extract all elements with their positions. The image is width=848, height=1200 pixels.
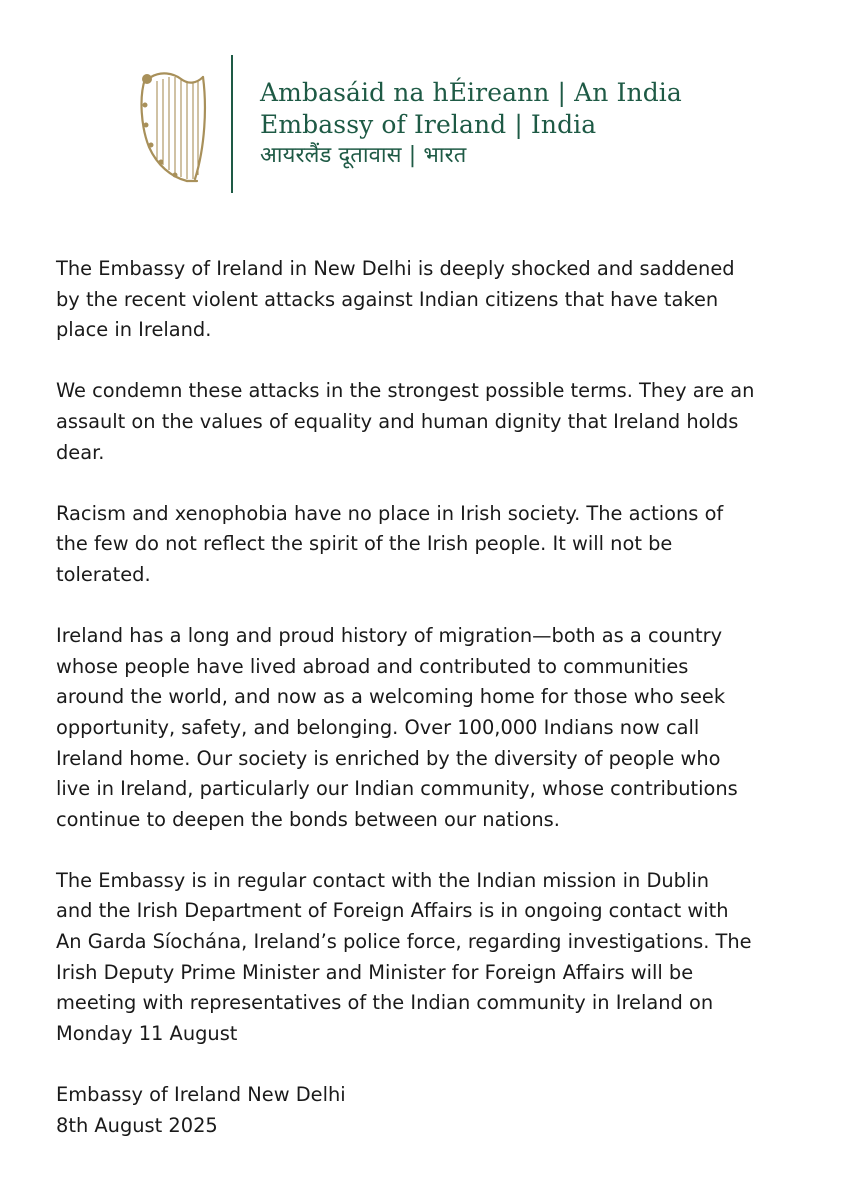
letterhead-text (260, 77, 682, 171)
text-line: Ireland has a long and proud history of migration—both as a country (56, 624, 723, 648)
letterhead-divider (231, 55, 233, 193)
letterhead-hindi: आयरलैंड दूतावास | भारत (260, 143, 467, 168)
text-line: The Embassy is in regular contact with the Indian mission in Dublin (56, 868, 710, 892)
text-line: whose people have lived abroad and contributed to communities (56, 654, 689, 678)
text-line: place in Ireland. (56, 318, 212, 342)
text-line: Racism and xenophobia have no place in Irish society. The actions of (56, 501, 724, 525)
signature-block (56, 1080, 816, 1141)
signature-name: Embassy of Ireland New Delhi (56, 1083, 346, 1107)
text-line: the few do not reflect the spirit of the Irish people. It will not be (56, 532, 673, 556)
text-line: continue to deepen the bonds between our nations. (56, 807, 560, 831)
text-line: opportunity, safety, and belonging. Over 100,000 Indians now call (56, 715, 700, 739)
statement-body (56, 254, 816, 1141)
text-line: meeting with representatives of the Indian community in Ireland on (56, 991, 714, 1015)
text-line: and the Irish Department of Foreign Affairs is in ongoing contact with (56, 899, 729, 923)
harp-icon (135, 67, 211, 185)
text-line: The Embassy of Ireland in New Delhi is deeply shocked and saddened (56, 257, 735, 280)
paragraph-5 (56, 866, 816, 1050)
text-line: Ireland home. Our society is enriched by the diversity of people who (56, 746, 721, 770)
text-line: assault on the values of equality and human dignity that Ireland holds (56, 409, 739, 433)
text-line: live in Ireland, particularly our Indian community, whose contributions (56, 777, 738, 801)
text-line: by the recent violent attacks against Indian citizens that have taken (56, 287, 719, 311)
letterhead-english: Embassy of Ireland | India (260, 110, 597, 139)
letterhead-irish: Ambasáid na hÉireann | An India (260, 78, 682, 107)
text-line: dear. (56, 440, 105, 464)
text-line: around the world, and now as a welcoming home for those who seek (56, 685, 726, 709)
text-line: An Garda Síochána, Ireland’s police force, regarding investigations. The (56, 930, 752, 954)
paragraph-1 (56, 254, 816, 346)
paragraph-3 (56, 499, 816, 591)
text-line: Monday 11 August (56, 1021, 238, 1045)
letterhead (130, 55, 730, 195)
paragraph-2 (56, 376, 816, 468)
text-line: Irish Deputy Prime Minister and Minister for Foreign Affairs will be (56, 960, 694, 984)
text-line: We condemn these attacks in the strongest possible terms. They are an (56, 379, 755, 403)
signature-date: 8th August 2025 (56, 1113, 218, 1137)
text-line: tolerated. (56, 562, 151, 586)
paragraph-4 (56, 621, 816, 835)
